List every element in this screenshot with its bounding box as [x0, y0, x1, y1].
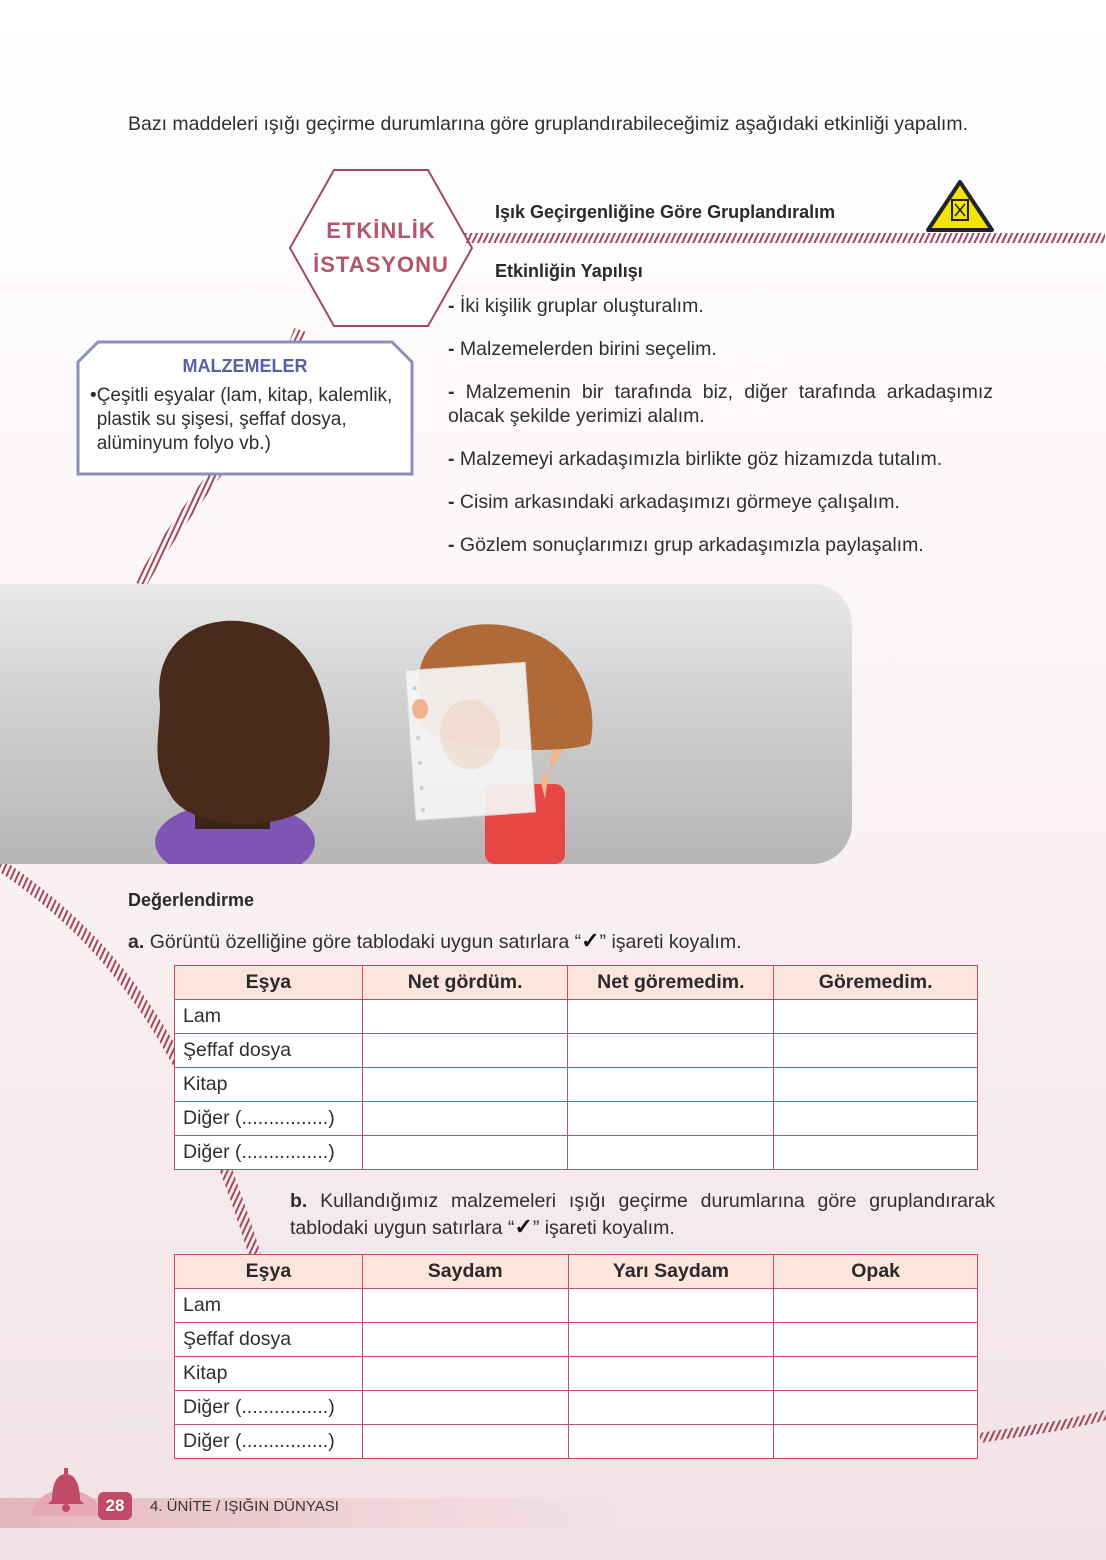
materials-list [90, 384, 402, 456]
check-cell[interactable] [362, 1000, 568, 1034]
check-cell[interactable] [568, 1000, 774, 1034]
row-label: Lam [175, 1289, 363, 1323]
step-dash: - [448, 338, 455, 360]
table-row [175, 1102, 978, 1136]
question-b-text-after: ” işareti koyalım. [532, 1217, 675, 1239]
row-label: Şeffaf dosya [175, 1323, 363, 1357]
check-cell[interactable] [774, 1391, 978, 1425]
check-cell[interactable] [362, 1034, 568, 1068]
step-text: Cisim arkasındaki arkadaşımızı görmeye çalışalım. [459, 491, 900, 513]
check-cell[interactable] [774, 1034, 978, 1068]
check-cell[interactable] [568, 1034, 774, 1068]
header-item: Eşya [175, 1255, 363, 1289]
activity-title: Işık Geçirgenliğine Göre Gruplandıralım [495, 202, 836, 222]
activity-station-badge [288, 168, 474, 328]
check-cell[interactable] [362, 1391, 568, 1425]
hexagon-shape [288, 168, 474, 328]
table-row [175, 1425, 978, 1459]
step-dash: - [448, 448, 455, 470]
check-cell[interactable] [362, 1425, 568, 1459]
step-2 [448, 337, 993, 361]
check-cell[interactable] [774, 1357, 978, 1391]
step-5 [448, 490, 993, 514]
row-label: Diğer (................) [175, 1391, 363, 1425]
step-dash: - [448, 295, 455, 317]
check-cell[interactable] [568, 1323, 774, 1357]
header-translucent: Yarı Saydam [568, 1255, 774, 1289]
table-header-row [175, 966, 978, 1000]
row-label: Kitap [175, 1068, 363, 1102]
table-image-quality [174, 965, 978, 1170]
materials-item-text: Çeşitli eşyalar (lam, kitap, kalemlik, plastik su şişesi, şeffaf dosya, alüminyum folyo vb.) [96, 385, 393, 454]
check-cell[interactable] [568, 1425, 774, 1459]
table-row [175, 1136, 978, 1170]
question-a-text-after: ” işareti koyalım. [599, 931, 742, 953]
evaluation-title: Değerlendirme [128, 890, 255, 910]
check-cell[interactable] [362, 1102, 568, 1136]
step-text: Gözlem sonuçlarımızı grup arkadaşımızla paylaşalım. [459, 534, 924, 556]
bullet: • [90, 385, 97, 406]
check-cell[interactable] [362, 1068, 568, 1102]
warning-triangle-icon [922, 178, 994, 234]
check-cell[interactable] [568, 1136, 774, 1170]
step-4 [448, 447, 993, 471]
materials-item [90, 384, 402, 456]
row-label: Lam [175, 1000, 363, 1034]
illustration-children-with-sheet [0, 584, 852, 864]
row-label: Diğer (................) [175, 1136, 363, 1170]
table-row [175, 1391, 978, 1425]
badge-line-2: İSTASYONU [313, 252, 449, 277]
check-cell[interactable] [568, 1068, 774, 1102]
page-number: 28 [98, 1492, 132, 1520]
step-dash: - [448, 534, 455, 556]
question-a-text-before: Görüntü özelliğine göre tablodaki uygun satırlara “ [149, 931, 582, 953]
step-1 [448, 294, 993, 318]
table-light-transmission [174, 1254, 978, 1459]
check-cell[interactable] [568, 1289, 774, 1323]
row-label: Kitap [175, 1357, 363, 1391]
intro-text: Bazı maddeleri ışığı geçirme durumlarına göre gruplandırabileceğimiz aşağıdaki etkinliği yapalım. [128, 113, 968, 135]
question-b [290, 1188, 995, 1241]
check-cell[interactable] [774, 1323, 978, 1357]
check-cell[interactable] [774, 1425, 978, 1459]
table-header-row [175, 1255, 978, 1289]
header-not-seen: Göremedim. [774, 966, 978, 1000]
step-dash: - [448, 491, 455, 513]
header-clear: Net gördüm. [362, 966, 568, 1000]
step-3 [448, 380, 993, 428]
materials-title: MALZEMELER [182, 356, 308, 376]
children-illustration [0, 584, 852, 864]
question-a-prefix: a. [128, 931, 145, 953]
check-cell[interactable] [362, 1136, 568, 1170]
step-text: Malzemelerden birini seçelim. [459, 338, 717, 360]
header-transparent: Saydam [362, 1255, 568, 1289]
step-dash: - [448, 381, 455, 403]
table-row [175, 1034, 978, 1068]
check-cell[interactable] [568, 1357, 774, 1391]
table-row [175, 1000, 978, 1034]
question-a [128, 928, 742, 954]
check-cell[interactable] [362, 1357, 568, 1391]
question-b-text-before: Kullandığımız malzemeleri ışığı geçirme durumlarına göre gruplandırarak tablodaki uygun satırlara “ [290, 1190, 996, 1239]
step-text: Malzemenin bir tarafında biz, diğer tarafında arkadaşımız olacak şekilde yerimizi alalım. [448, 381, 993, 427]
table-row [175, 1068, 978, 1102]
check-mark-icon: ✓ [581, 928, 600, 953]
table-row [175, 1323, 978, 1357]
header-hatch-line [465, 233, 1105, 243]
step-text: Malzemeyi arkadaşımızla birlikte göz hizamızda tutalım. [459, 448, 943, 470]
procedure-title: Etkinliğin Yapılışı [495, 261, 643, 281]
step-text: İki kişilik gruplar oluşturalım. [459, 295, 704, 317]
header-item: Eşya [175, 966, 363, 1000]
check-cell[interactable] [568, 1102, 774, 1136]
check-cell[interactable] [774, 1102, 978, 1136]
check-cell[interactable] [362, 1323, 568, 1357]
row-label: Diğer (................) [175, 1425, 363, 1459]
check-cell[interactable] [568, 1391, 774, 1425]
check-mark-icon: ✓ [514, 1214, 533, 1239]
table-row [175, 1357, 978, 1391]
header-opaque: Opak [774, 1255, 978, 1289]
table-row [175, 1289, 978, 1323]
check-cell[interactable] [774, 1068, 978, 1102]
bell-icon [30, 1456, 102, 1518]
procedure-steps [448, 294, 993, 576]
unit-title: 4. ÜNİTE / IŞIĞIN DÜNYASI [150, 1498, 339, 1515]
check-cell[interactable] [774, 1000, 978, 1034]
question-b-prefix: b. [290, 1190, 308, 1212]
check-cell[interactable] [774, 1289, 978, 1323]
header-not-clear: Net göremedim. [568, 966, 774, 1000]
check-cell[interactable] [774, 1136, 978, 1170]
check-cell[interactable] [362, 1289, 568, 1323]
row-label: Şeffaf dosya [175, 1034, 363, 1068]
badge-line-1: ETKİNLİK [326, 218, 436, 243]
step-6 [448, 533, 993, 557]
row-label: Diğer (................) [175, 1102, 363, 1136]
